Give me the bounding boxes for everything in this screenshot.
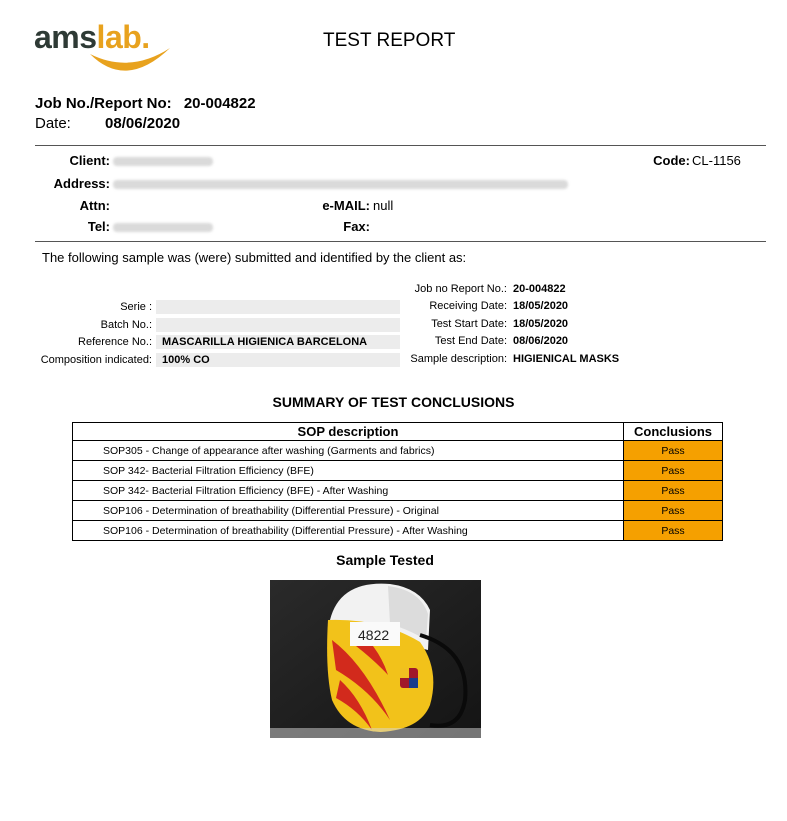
receiving-date-value: 18/05/2020 [513, 300, 569, 312]
job-report-label: Job no Report No.: [414, 283, 507, 295]
table-header-row [73, 423, 723, 441]
sop-cell: SOP106 - Determination of breathability (Differential Pressure) - Original [73, 501, 624, 521]
client-value-redacted [113, 157, 213, 166]
sample-composition-label: Composition indicated: [40, 354, 152, 366]
conclusions-header: Conclusions [624, 423, 723, 441]
attn-label: Attn: [79, 198, 110, 213]
code-value: CL-1156 [692, 153, 741, 168]
sample-batch-value [156, 318, 400, 332]
date-line [35, 115, 180, 132]
tel-value-redacted [113, 223, 213, 232]
conclusion-cell: Pass [624, 441, 723, 461]
date-label: Date: [35, 115, 71, 132]
job-report-row [400, 283, 566, 295]
conclusion-cell: Pass [624, 481, 723, 501]
logo-smile-arc-icon [86, 46, 176, 80]
sample-batch-row [2, 318, 400, 332]
job-number-label: Job No./Report No: [35, 95, 172, 112]
job-number-value: 20-004822 [183, 95, 256, 112]
code-label: Code: [653, 153, 690, 168]
sop-cell: SOP 342- Bacterial Filtration Efficiency (BFE) [73, 461, 624, 481]
sop-cell: SOP106 - Determination of breathability (Differential Pressure) - After Washing [73, 521, 624, 541]
sample-composition-row [2, 353, 400, 367]
logo-ams: ams [34, 19, 97, 55]
sample-reference-label: Reference No.: [78, 336, 152, 348]
sample-description-label: Sample description: [410, 353, 507, 365]
conclusion-cell: Pass [624, 521, 723, 541]
job-number-line [35, 95, 256, 112]
table-row [73, 521, 723, 541]
table-row [73, 441, 723, 461]
table-row [73, 501, 723, 521]
test-end-date-label: Test End Date: [434, 335, 507, 347]
mask-illustration-icon [270, 580, 481, 738]
test-end-date-value: 08/06/2020 [513, 335, 569, 347]
report-title: TEST REPORT [323, 30, 456, 51]
table-row [73, 481, 723, 501]
test-start-date-row [400, 318, 568, 330]
photo-tag-text: 4822 [358, 627, 390, 643]
sample-serie-label: Serie : [120, 301, 152, 313]
address-value-redacted [113, 180, 568, 189]
amslab-logo [34, 20, 184, 82]
receiving-date-row [400, 300, 568, 312]
conclusion-cell: Pass [624, 501, 723, 521]
sample-serie-value [156, 300, 400, 314]
job-report-value: 20-004822 [513, 283, 566, 295]
table-row [73, 461, 723, 481]
client-label: Client: [69, 153, 110, 168]
sample-reference-value: MASCARILLA HIGIENICA BARCELONA [156, 335, 400, 349]
sample-tested-title: Sample Tested [336, 552, 434, 568]
sample-composition-value: 100% CO [156, 353, 400, 367]
email-label: e-MAIL: [322, 198, 370, 213]
sop-cell: SOP 342- Bacterial Filtration Efficiency (BFE) - After Washing [73, 481, 624, 501]
sop-conclusions-table [72, 422, 723, 541]
sample-reference-row [2, 335, 400, 349]
email-value: null [373, 198, 394, 213]
receiving-date-label: Receiving Date: [429, 300, 507, 312]
tel-label: Tel: [87, 219, 110, 234]
sample-description-value: HIGIENICAL MASKS [513, 353, 620, 365]
test-start-date-value: 18/05/2020 [513, 318, 569, 330]
sample-description-row [400, 353, 619, 365]
sample-batch-label: Batch No.: [100, 319, 152, 331]
divider-bottom [35, 241, 766, 242]
fax-label: Fax: [343, 219, 370, 234]
sop-cell: SOP305 - Change of appearance after washing (Garments and fabrics) [73, 441, 624, 461]
test-start-date-label: Test Start Date: [431, 318, 507, 330]
logo-lab: lab. [96, 19, 150, 55]
divider-top [35, 145, 766, 146]
date-value: 08/06/2020 [105, 115, 181, 132]
sample-serie-row [2, 300, 400, 314]
address-label: Address: [53, 176, 110, 191]
summary-title: SUMMARY OF TEST CONCLUSIONS [272, 394, 515, 410]
submitted-statement: The following sample was (were) submitted and identified by the client as: [42, 250, 467, 265]
test-end-date-row [400, 335, 568, 347]
sop-description-header: SOP description [73, 423, 624, 441]
conclusion-cell: Pass [624, 461, 723, 481]
sample-photo [270, 580, 481, 738]
